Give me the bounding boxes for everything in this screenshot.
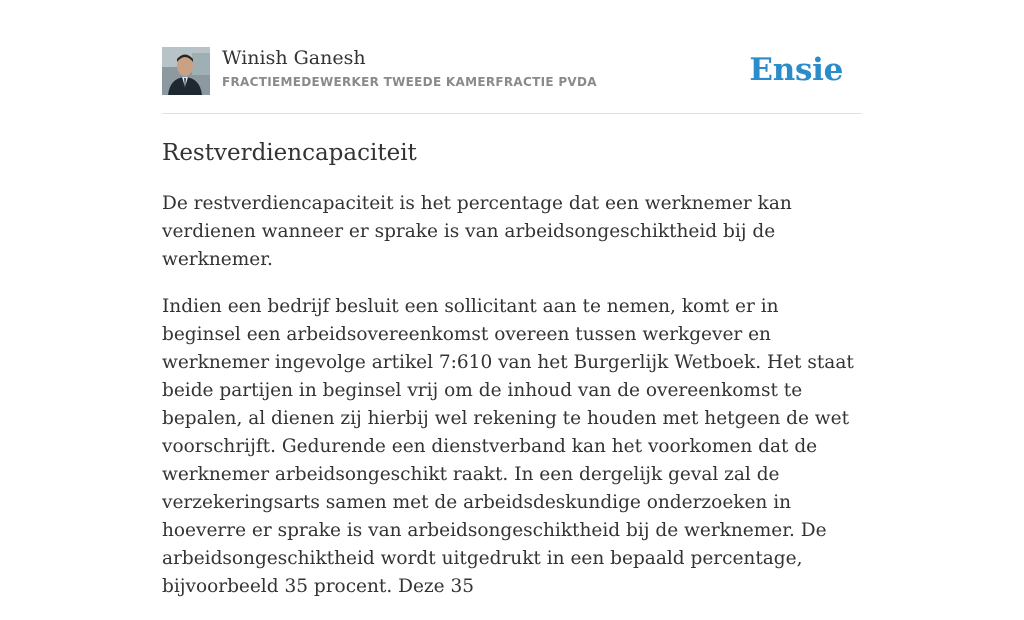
author-role: FRACTIEMEDEWERKER TWEEDE KAMERFRACTIE PVDA <box>222 75 597 89</box>
article-title: Restverdiencapaciteit <box>162 140 417 166</box>
header-divider <box>162 113 862 114</box>
author-name[interactable]: Winish Ganesh <box>222 47 366 69</box>
article-paragraph: De restverdiencapaciteit is het percentage dat een werknemer kan verdienen wanneer er sprake is van arbeidsongeschiktheid bij de werknemer. <box>162 193 792 270</box>
brand-logo[interactable]: Ensie <box>749 52 843 88</box>
author-photo-icon <box>162 47 210 95</box>
author-header <box>162 46 862 96</box>
article-paragraph: Indien een bedrijf besluit een sollicitant aan te nemen, komt er in beginsel een arbeidsovereenkomst overeen tussen werkgever en werknemer ingevolge artikel 7:610 van het Burgerlijk Wetboek. Het staat beide partijen in beginsel vrij om de inhoud van de overeenkomst te bepalen, al dienen zij hierbij wel rekening te houden met hetgeen de wet voorschrijft. Gedurende een dienstverband kan het voorkomen dat de werknemer arbeidsongeschikt raakt. In een dergelijk geval zal de verzekeringsarts samen met de arbeidsdeskundige onderzoeken in hoeverre er sprake is van arbeidsongeschiktheid bij de werknemer. De arbeidsongeschiktheid wordt uitgedrukt in een bepaald percentage, bijvoorbeeld 35 procent. Deze 35 <box>162 296 854 597</box>
article-body <box>162 190 862 620</box>
avatar[interactable] <box>162 47 210 95</box>
